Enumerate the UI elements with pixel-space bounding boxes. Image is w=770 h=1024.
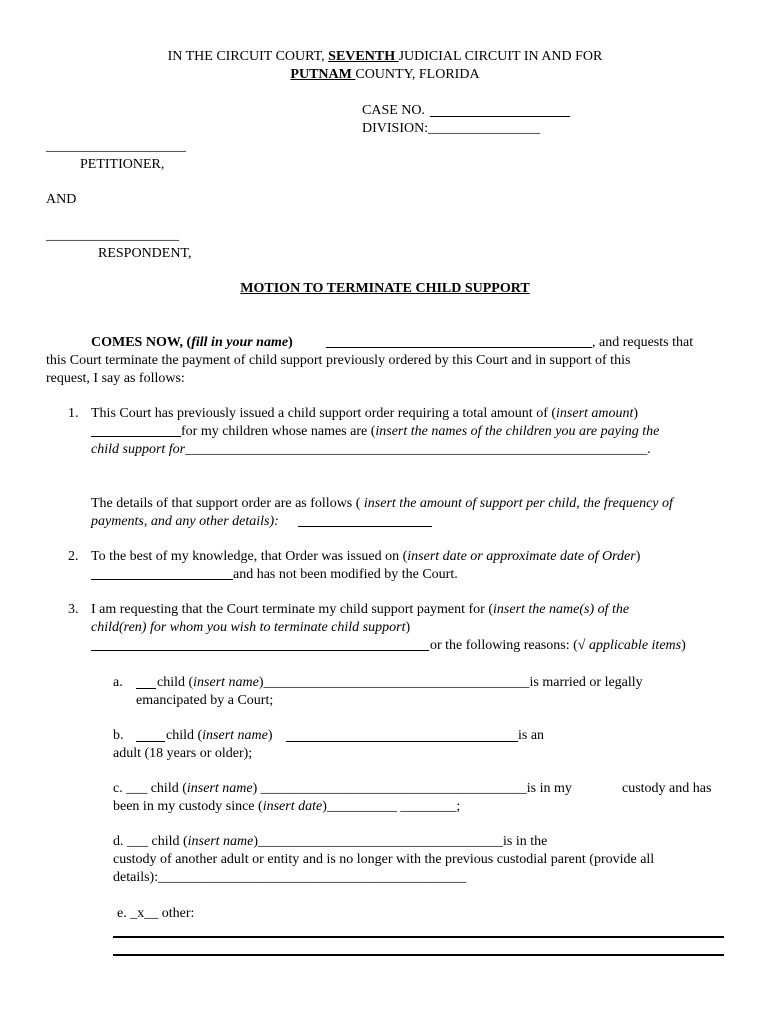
- case-no-label: CASE NO.: [362, 103, 426, 118]
- court-header-line2: PUTNAM COUNTY, FLORIDA: [290, 67, 480, 82]
- item2-line2: and has not been modified by the Court.: [233, 567, 458, 582]
- item1-details-line2: payments, and any other details):: [91, 514, 279, 529]
- sub-d-line1: d. ___ child (insert name)___________________________________is in the: [113, 834, 548, 849]
- and-label: AND: [46, 192, 77, 207]
- document-title: MOTION TO TERMINATE CHILD SUPPORT: [240, 281, 530, 296]
- respondent-blank[interactable]: ___________________: [46, 228, 179, 243]
- sub-a-line1: child (insert name)______________________________________is married or legally: [157, 675, 643, 690]
- item1-number: 1.: [68, 406, 79, 421]
- sub-b-label: b.: [113, 728, 124, 743]
- children-names-field[interactable]: [91, 650, 429, 651]
- intro-line2: this Court terminate the payment of child support previously ordered by this Court and in support of this: [46, 353, 631, 368]
- sub-e-line: e. _x__ other:: [117, 906, 195, 921]
- item2-line1: To the best of my knowledge, that Order was issued on (insert date or approximate date of Order): [91, 549, 641, 564]
- sub-a-label: a.: [113, 675, 123, 690]
- petitioner-blank[interactable]: ____________________: [46, 139, 186, 154]
- intro-line1-end: , and requests that: [592, 335, 694, 350]
- sub-a-checkbox[interactable]: [136, 688, 156, 689]
- intro-line1: COMES NOW, (fill in your name): [91, 335, 293, 350]
- order-date-field[interactable]: [91, 579, 233, 580]
- sub-d-line2: custody of another adult or entity and is no longer with the previous custodial parent (provide all: [113, 852, 655, 867]
- sub-d-line3: details):____________________________________________: [113, 870, 467, 885]
- sub-b-line1: child (insert name): [166, 728, 273, 743]
- sub-c-line1: c. ___ child (insert name) ______________________________________is in my: [113, 781, 572, 796]
- respondent-label: RESPONDENT,: [98, 246, 192, 261]
- item1-line2: for my children whose names are (insert the names of the children you are paying the: [181, 424, 660, 439]
- item1-line3: child support for__________________________________________________________________.: [91, 442, 651, 457]
- court-header-line1: IN THE CIRCUIT COURT, SEVENTH JUDICIAL CIRCUIT IN AND FOR: [167, 49, 603, 64]
- item1-line1: This Court has previously issued a child support order requiring a total amount of (insert amount): [91, 406, 639, 421]
- sub-b-end: is an: [518, 728, 545, 743]
- amount-field[interactable]: [91, 436, 181, 437]
- sub-a-line2: emancipated by a Court;: [136, 693, 274, 708]
- item2-number: 2.: [68, 549, 79, 564]
- other-reason-line-2[interactable]: [113, 954, 724, 956]
- sub-c-end: custody and has: [622, 781, 712, 796]
- sub-c-line2: been in my custody since (insert date)__________ ________;: [113, 799, 461, 814]
- sub-b-name-field[interactable]: [286, 741, 518, 742]
- item3-line2: child(ren) for whom you wish to terminate child support): [91, 620, 411, 635]
- other-reason-line-1[interactable]: [113, 936, 724, 938]
- item3-number: 3.: [68, 602, 79, 617]
- sub-b-checkbox[interactable]: [136, 741, 165, 742]
- item3-line3: or the following reasons: (√ applicable items): [430, 638, 686, 653]
- item3-line1: I am requesting that the Court terminate my child support payment for (insert the name(s) of the: [91, 602, 630, 617]
- intro-line3: request, I say as follows:: [46, 371, 185, 386]
- item1-details-line1: The details of that support order are as follows ( insert the amount of support per child, the frequency of: [91, 496, 673, 511]
- petitioner-label: PETITIONER,: [80, 157, 165, 172]
- details-field[interactable]: [298, 526, 432, 527]
- division-line: DIVISION:________________: [362, 121, 541, 136]
- case-no-field[interactable]: [430, 116, 570, 117]
- sub-b-line2: adult (18 years or older);: [113, 746, 253, 761]
- petitioner-name-field[interactable]: [326, 347, 592, 348]
